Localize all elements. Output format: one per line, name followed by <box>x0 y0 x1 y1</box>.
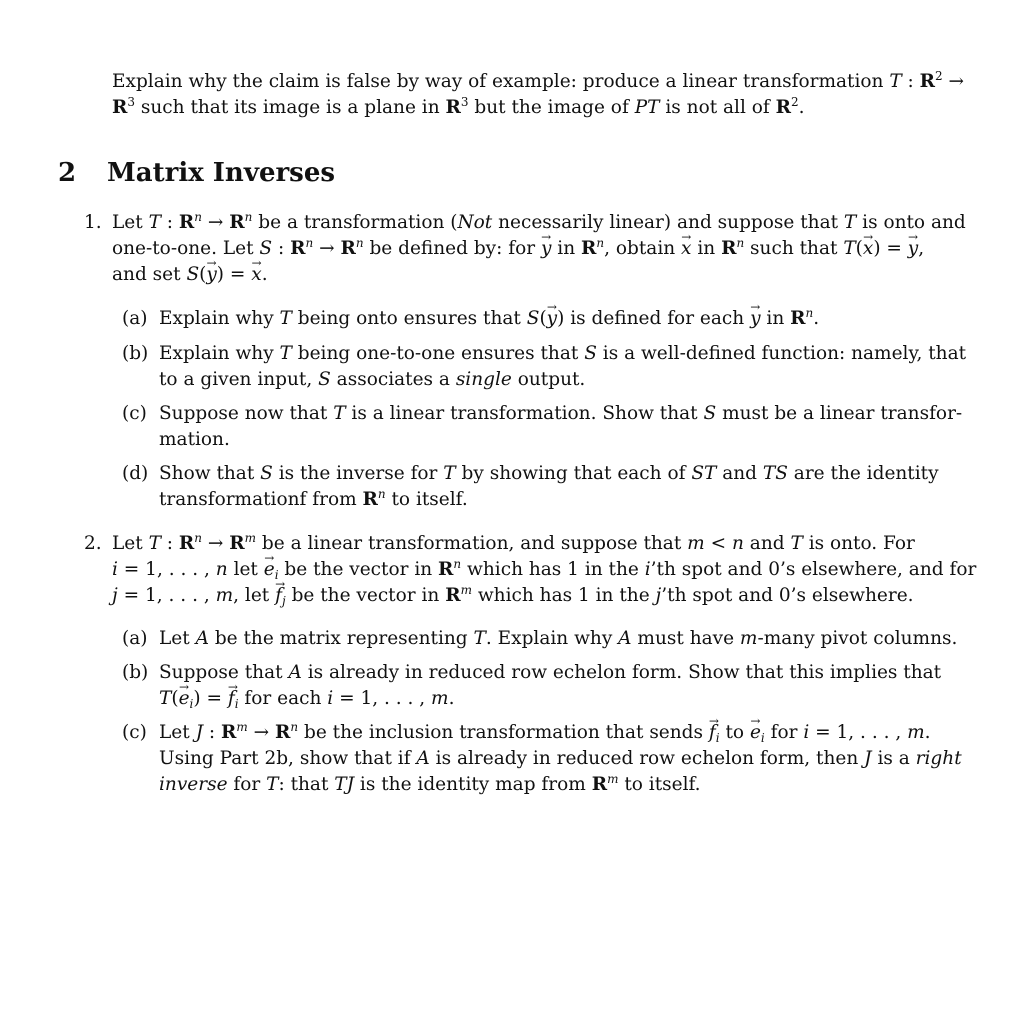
problem-1-stem-line-1: Let T : $R^n \to R^n$ be a transformation (Not necessarily linear) and suppose that T is onto and <box>112 210 966 233</box>
intro-line-1: Explain why the claim is false by way of example: produce a linear transformation T : $R^2$ → <box>112 69 965 92</box>
problem-2-stem-line-2: i = 1, . . . , n let → $e_i$ be the vector in $R^n$ which has 1 in the i’th spot and 0’s elsewhere, and for <box>112 558 976 582</box>
intro-line-2: $R^3$ such that its image is a plane in $R^3$ but the image of PT is not all of $R^2$. <box>112 95 805 118</box>
problem-2b-label: (b) <box>122 662 149 683</box>
problem-1a-label: (a) <box>122 308 148 329</box>
section-number: 2 <box>58 158 77 188</box>
section-title: Matrix Inverses <box>107 158 335 188</box>
problem-1b-line-2: to a given input, S associates a single output. <box>159 369 586 390</box>
problem-1a-text: Explain why T being onto ensures that S(→ y) is defined for each → y in $R^n$. <box>159 307 819 331</box>
problem-2-stem-line-3: j = 1, . . . , m, let → $f_j$ be the vector in $R^m$ which has 1 in the j’th spot and 0’s elsewhere. <box>112 584 914 608</box>
problem-2c-line-3: inverse for T: that TJ is the identity map from $R^m$ to itself. <box>159 772 701 795</box>
problem-1d-label: (d) <box>122 463 149 484</box>
problem-1c-line-1: Suppose now that T is a linear transformation. Show that S must be a linear transfor- <box>159 403 963 424</box>
problem-2b-line-2: $T(\to e_i)$ = → $f_i$ for each i = 1, . . . , m. <box>159 687 454 711</box>
problem-2-stem-line-1: Let T : $R^n \to R^m$ be a linear transformation, and suppose that m < n and T is onto. For <box>112 531 915 554</box>
problem-1d-line-1: Show that S is the inverse for T by showing that each of ST and TS are the identity <box>159 463 939 484</box>
problem-2-number: 2. <box>84 533 102 554</box>
problem-1c-label: (c) <box>122 403 147 424</box>
problem-2b-line-1: Suppose that A is already in reduced row echelon form. Show that this implies that <box>159 662 942 683</box>
problem-2c-line-2: Using Part 2b, show that if A is already in reduced row echelon form, then J is a right <box>159 748 962 769</box>
problem-1b-line-1: Explain why T being one-to-one ensures that S is a well-defined function: namely, that <box>159 343 967 364</box>
problem-2a-label: (a) <box>122 628 148 649</box>
problem-2c-label: (c) <box>122 722 147 743</box>
problem-1-stem-line-2: one-to-one. Let S : $R^n \to R^n$ be defined by: for → y in $R^n$, obtain → x in $R^n$ such that T(→ x) = → y, <box>112 237 924 261</box>
problem-1c-line-2: mation. <box>159 429 230 450</box>
problem-1-number: 1. <box>84 212 102 233</box>
problem-2a-text: Let A be the matrix representing T. Explain why A must have m-many pivot columns. <box>159 628 958 649</box>
problem-1-stem-line-3: and set S(→ y) = → x. <box>112 263 268 287</box>
problem-2c-line-1: Let J : $R^m \to R^n$ be the inclusion transformation that sends → $f_i$ to → $e_i$ for i = 1, . . . , m. <box>159 721 931 745</box>
problem-1d-line-2: transformationf from $R^n$ to itself. <box>159 487 468 510</box>
problem-1b-label: (b) <box>122 343 149 364</box>
